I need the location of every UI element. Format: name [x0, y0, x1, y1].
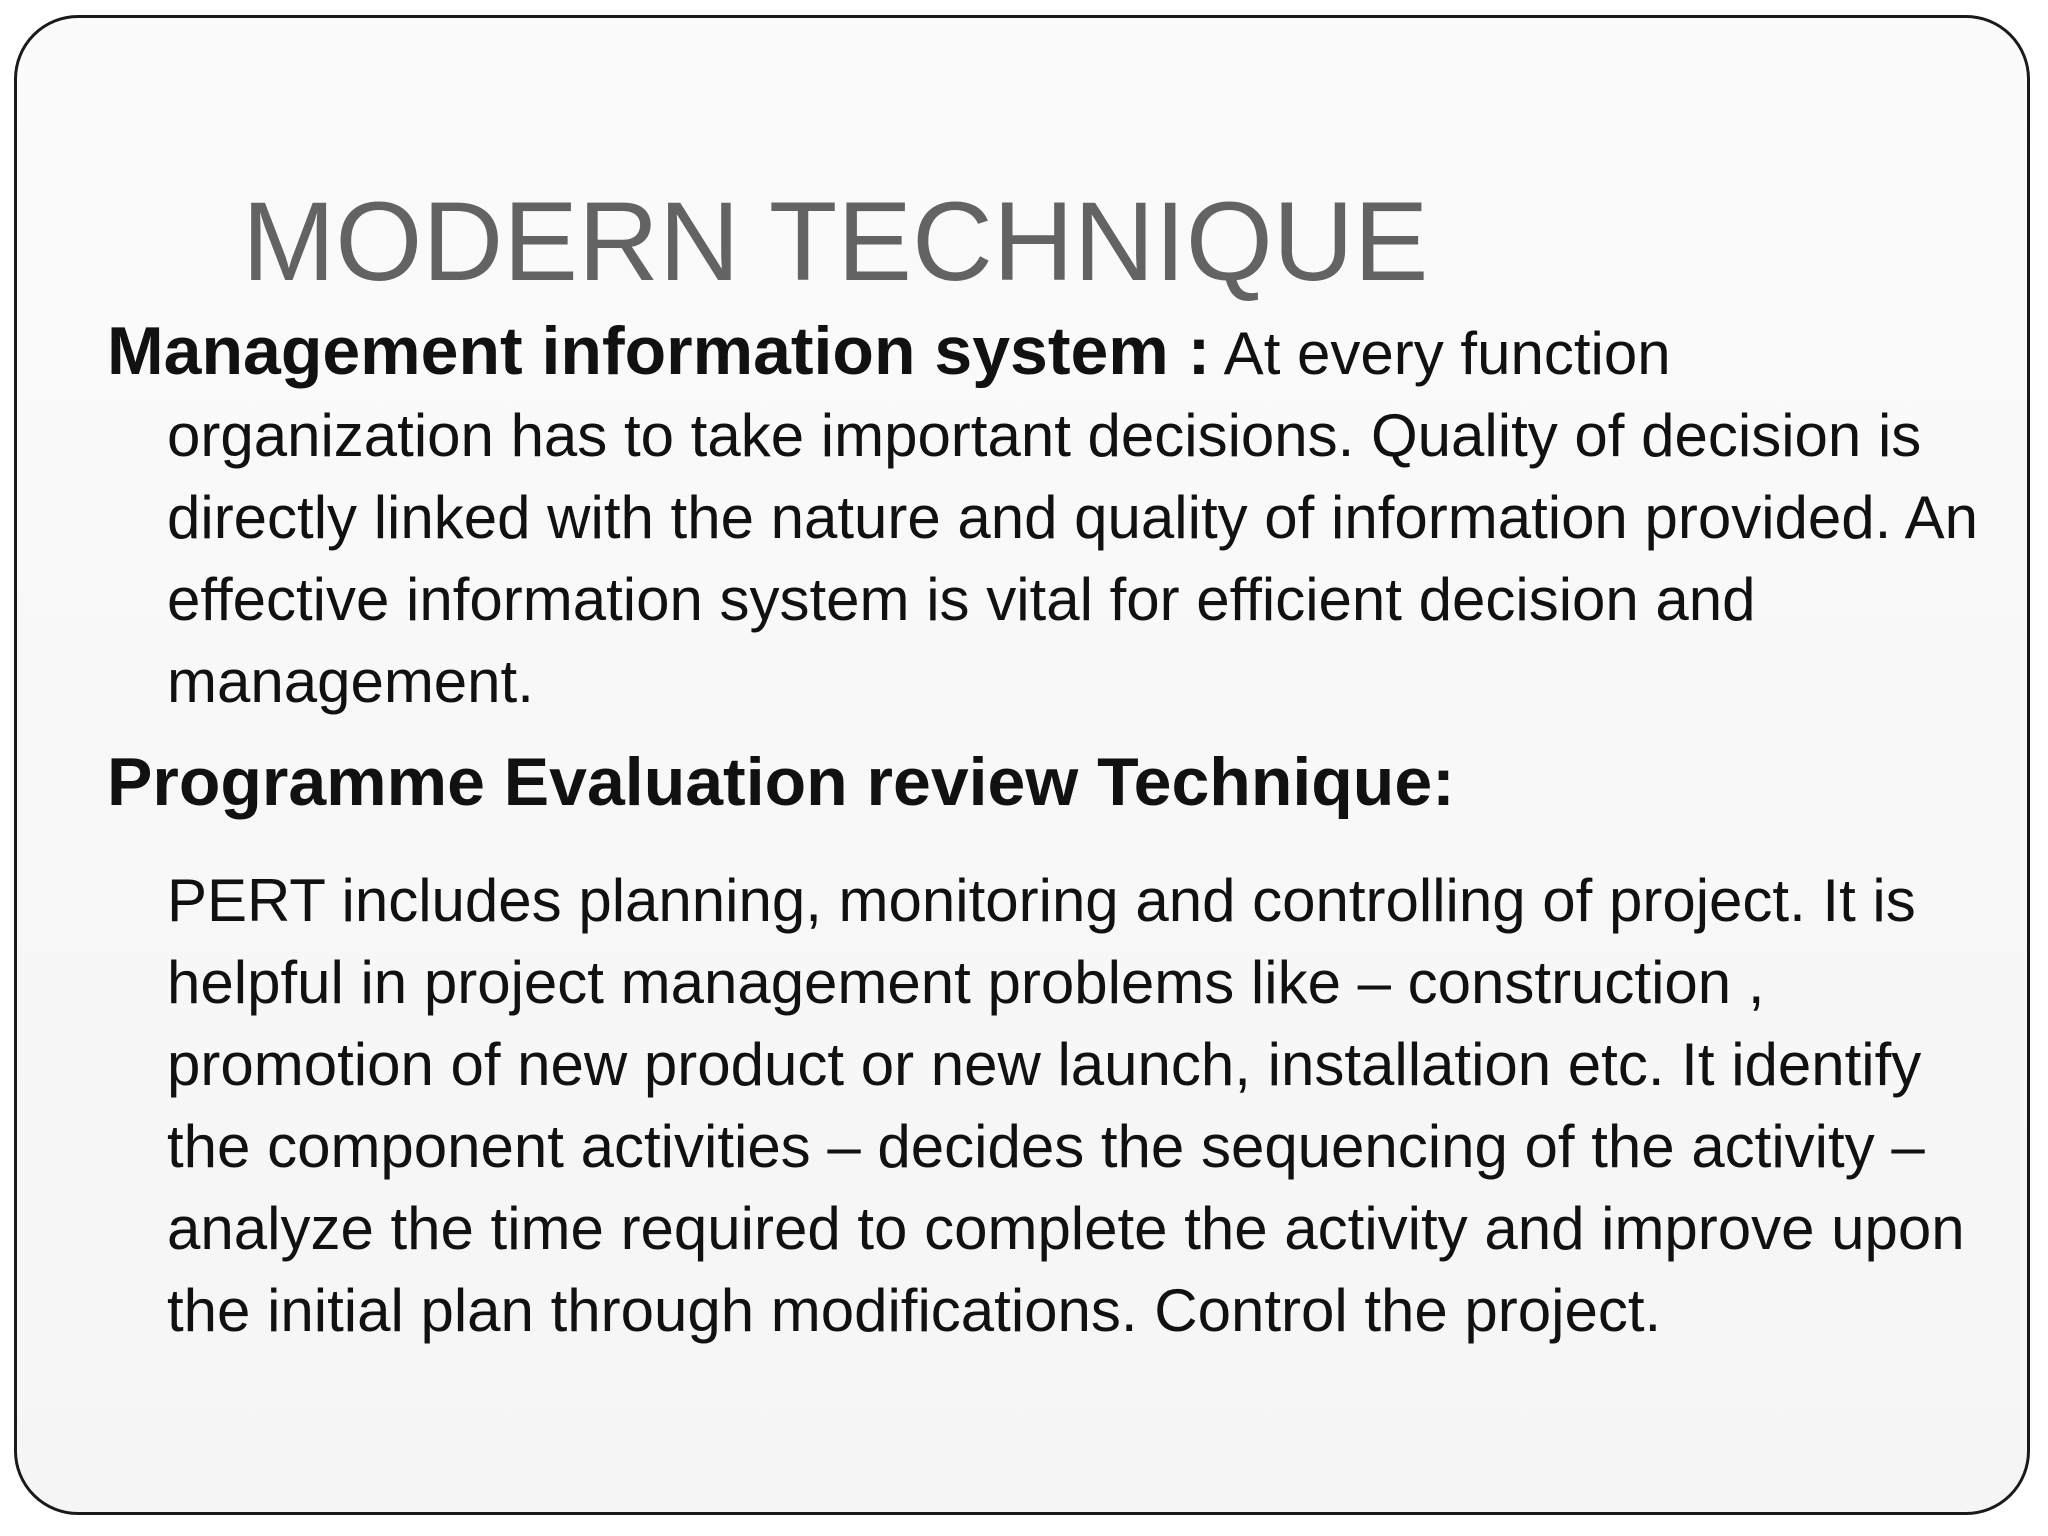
mis-paragraph [107, 310, 2007, 723]
pert-text: PERT includes planning, monitoring and controlling of project. It is helpful in project management problems like – construction , promotion of new product or new launch, installation etc. It identify the component activities – decides the sequencing of the activity – analyze the time required to complete the activity and improve upon the initial plan through modifications. Control the project. [167, 867, 1965, 1344]
mis-text: At every function organization has to take important decisions. Quality of decision is directly linked with the nature and quality of information provided. An effective information system is vital for efficient decision and management. [167, 320, 1979, 715]
mis-heading: Management information system : [107, 313, 1211, 389]
slide-content [107, 310, 2007, 1352]
pert-heading: Programme Evaluation review Technique: [107, 744, 1455, 820]
pert-paragraph [107, 860, 2007, 1352]
pert-heading-line [107, 741, 2007, 826]
slide-title: MODERN TECHNIQUE [242, 179, 1429, 304]
slide-frame [14, 15, 2030, 1515]
